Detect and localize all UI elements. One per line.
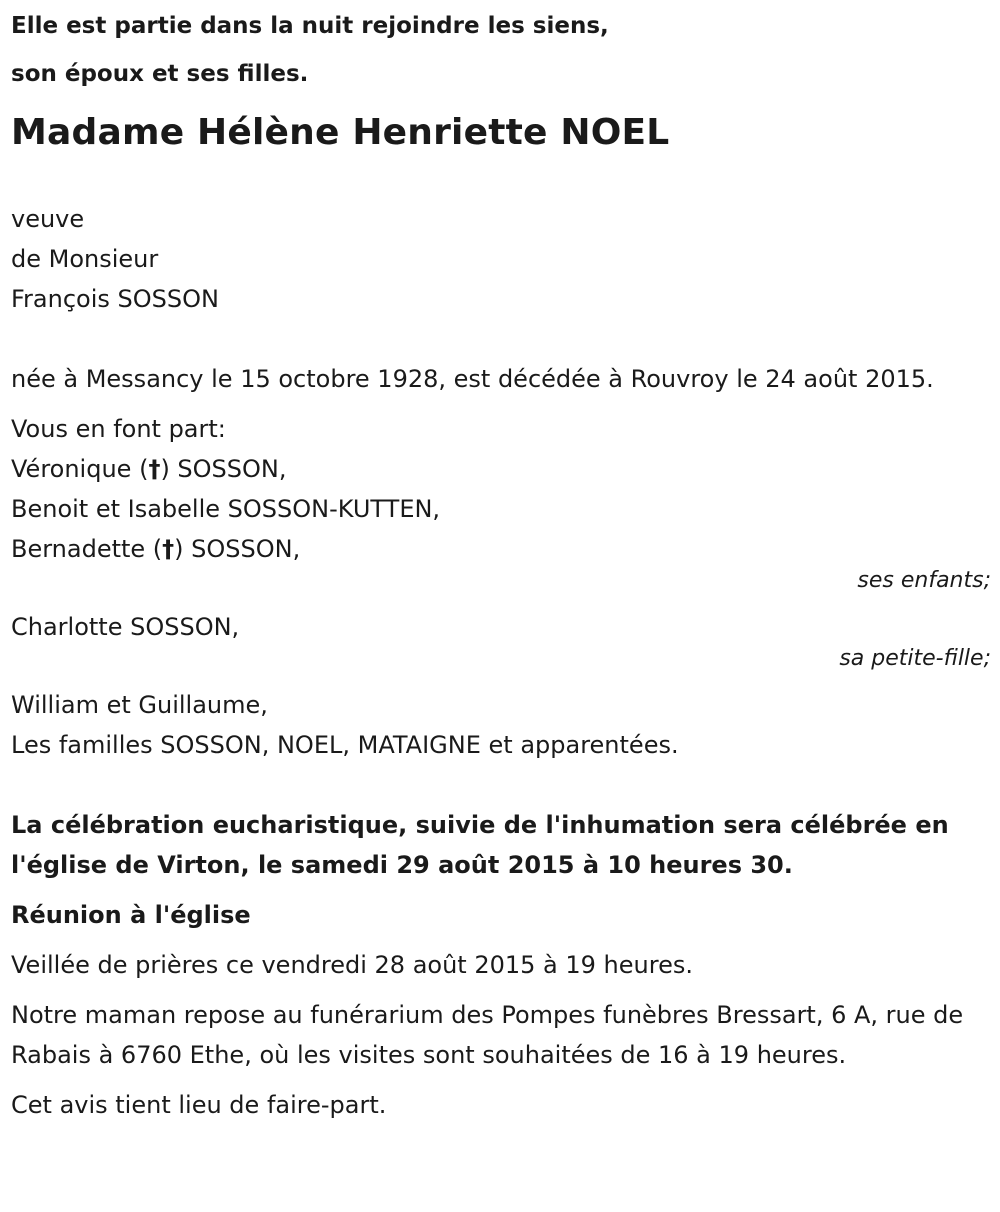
others-block <box>11 685 991 765</box>
granddaughter-line: Charlotte SOSSON, <box>11 613 240 641</box>
intro-line-2: son époux et ses filles. <box>11 61 309 87</box>
ceremony-text: La célébration eucharistique, suivie de l'inhumation sera célébrée en l'église de Virton, le samedi 29 août 2015 à 10 heures 30. <box>11 811 949 879</box>
deceased-name: Madame Hélène Henriette NOEL <box>11 112 670 153</box>
child-line-1 <box>11 449 991 489</box>
others-line-1: William et Guillaume, <box>11 691 268 719</box>
child-line-3 <box>11 529 991 569</box>
cross-icon: † <box>148 455 161 483</box>
child-1-prefix: Véronique ( <box>11 455 149 483</box>
announcement-block <box>11 409 991 569</box>
vigil-text: Veillée de prières ce vendredi 28 août 2015 à 19 heures. <box>11 951 693 979</box>
meeting-text: Réunion à l'église <box>11 901 251 929</box>
spouse-line-3: François SOSSON <box>11 285 219 313</box>
cross-icon: † <box>162 535 175 563</box>
child-line-2: Benoit et Isabelle SOSSON-KUTTEN, <box>11 495 441 523</box>
child-3-suffix: ) SOSSON, <box>174 535 301 563</box>
child-1-suffix: ) SOSSON, <box>160 455 287 483</box>
funeral-home-text: Notre maman repose au funérarium des Pompes funèbres Bressart, 6 A, rue de Rabais à 6760 Ethe, où les visites sont souhaitées de 16 à 19 heures. <box>11 1001 964 1069</box>
granddaughter-role: sa petite-fille; <box>839 646 991 671</box>
spouse-line-2: de Monsieur <box>11 245 159 273</box>
birth-death-text: née à Messancy le 15 octobre 1928, est décédée à Rouvroy le 24 août 2015. <box>11 365 934 393</box>
closing-text: Cet avis tient lieu de faire-part. <box>11 1091 387 1119</box>
child-3-prefix: Bernadette ( <box>11 535 163 563</box>
intro-text <box>11 2 991 98</box>
spouse-line-1: veuve <box>11 205 85 233</box>
children-role: ses enfants; <box>857 568 991 593</box>
intro-line-1: Elle est partie dans la nuit rejoindre les siens, <box>11 13 609 39</box>
spouse-block <box>11 199 991 319</box>
announcement-heading: Vous en font part: <box>11 415 226 443</box>
others-line-2: Les familles SOSSON, NOEL, MATAIGNE et apparentées. <box>11 731 679 759</box>
obituary-notice <box>11 0 991 1125</box>
